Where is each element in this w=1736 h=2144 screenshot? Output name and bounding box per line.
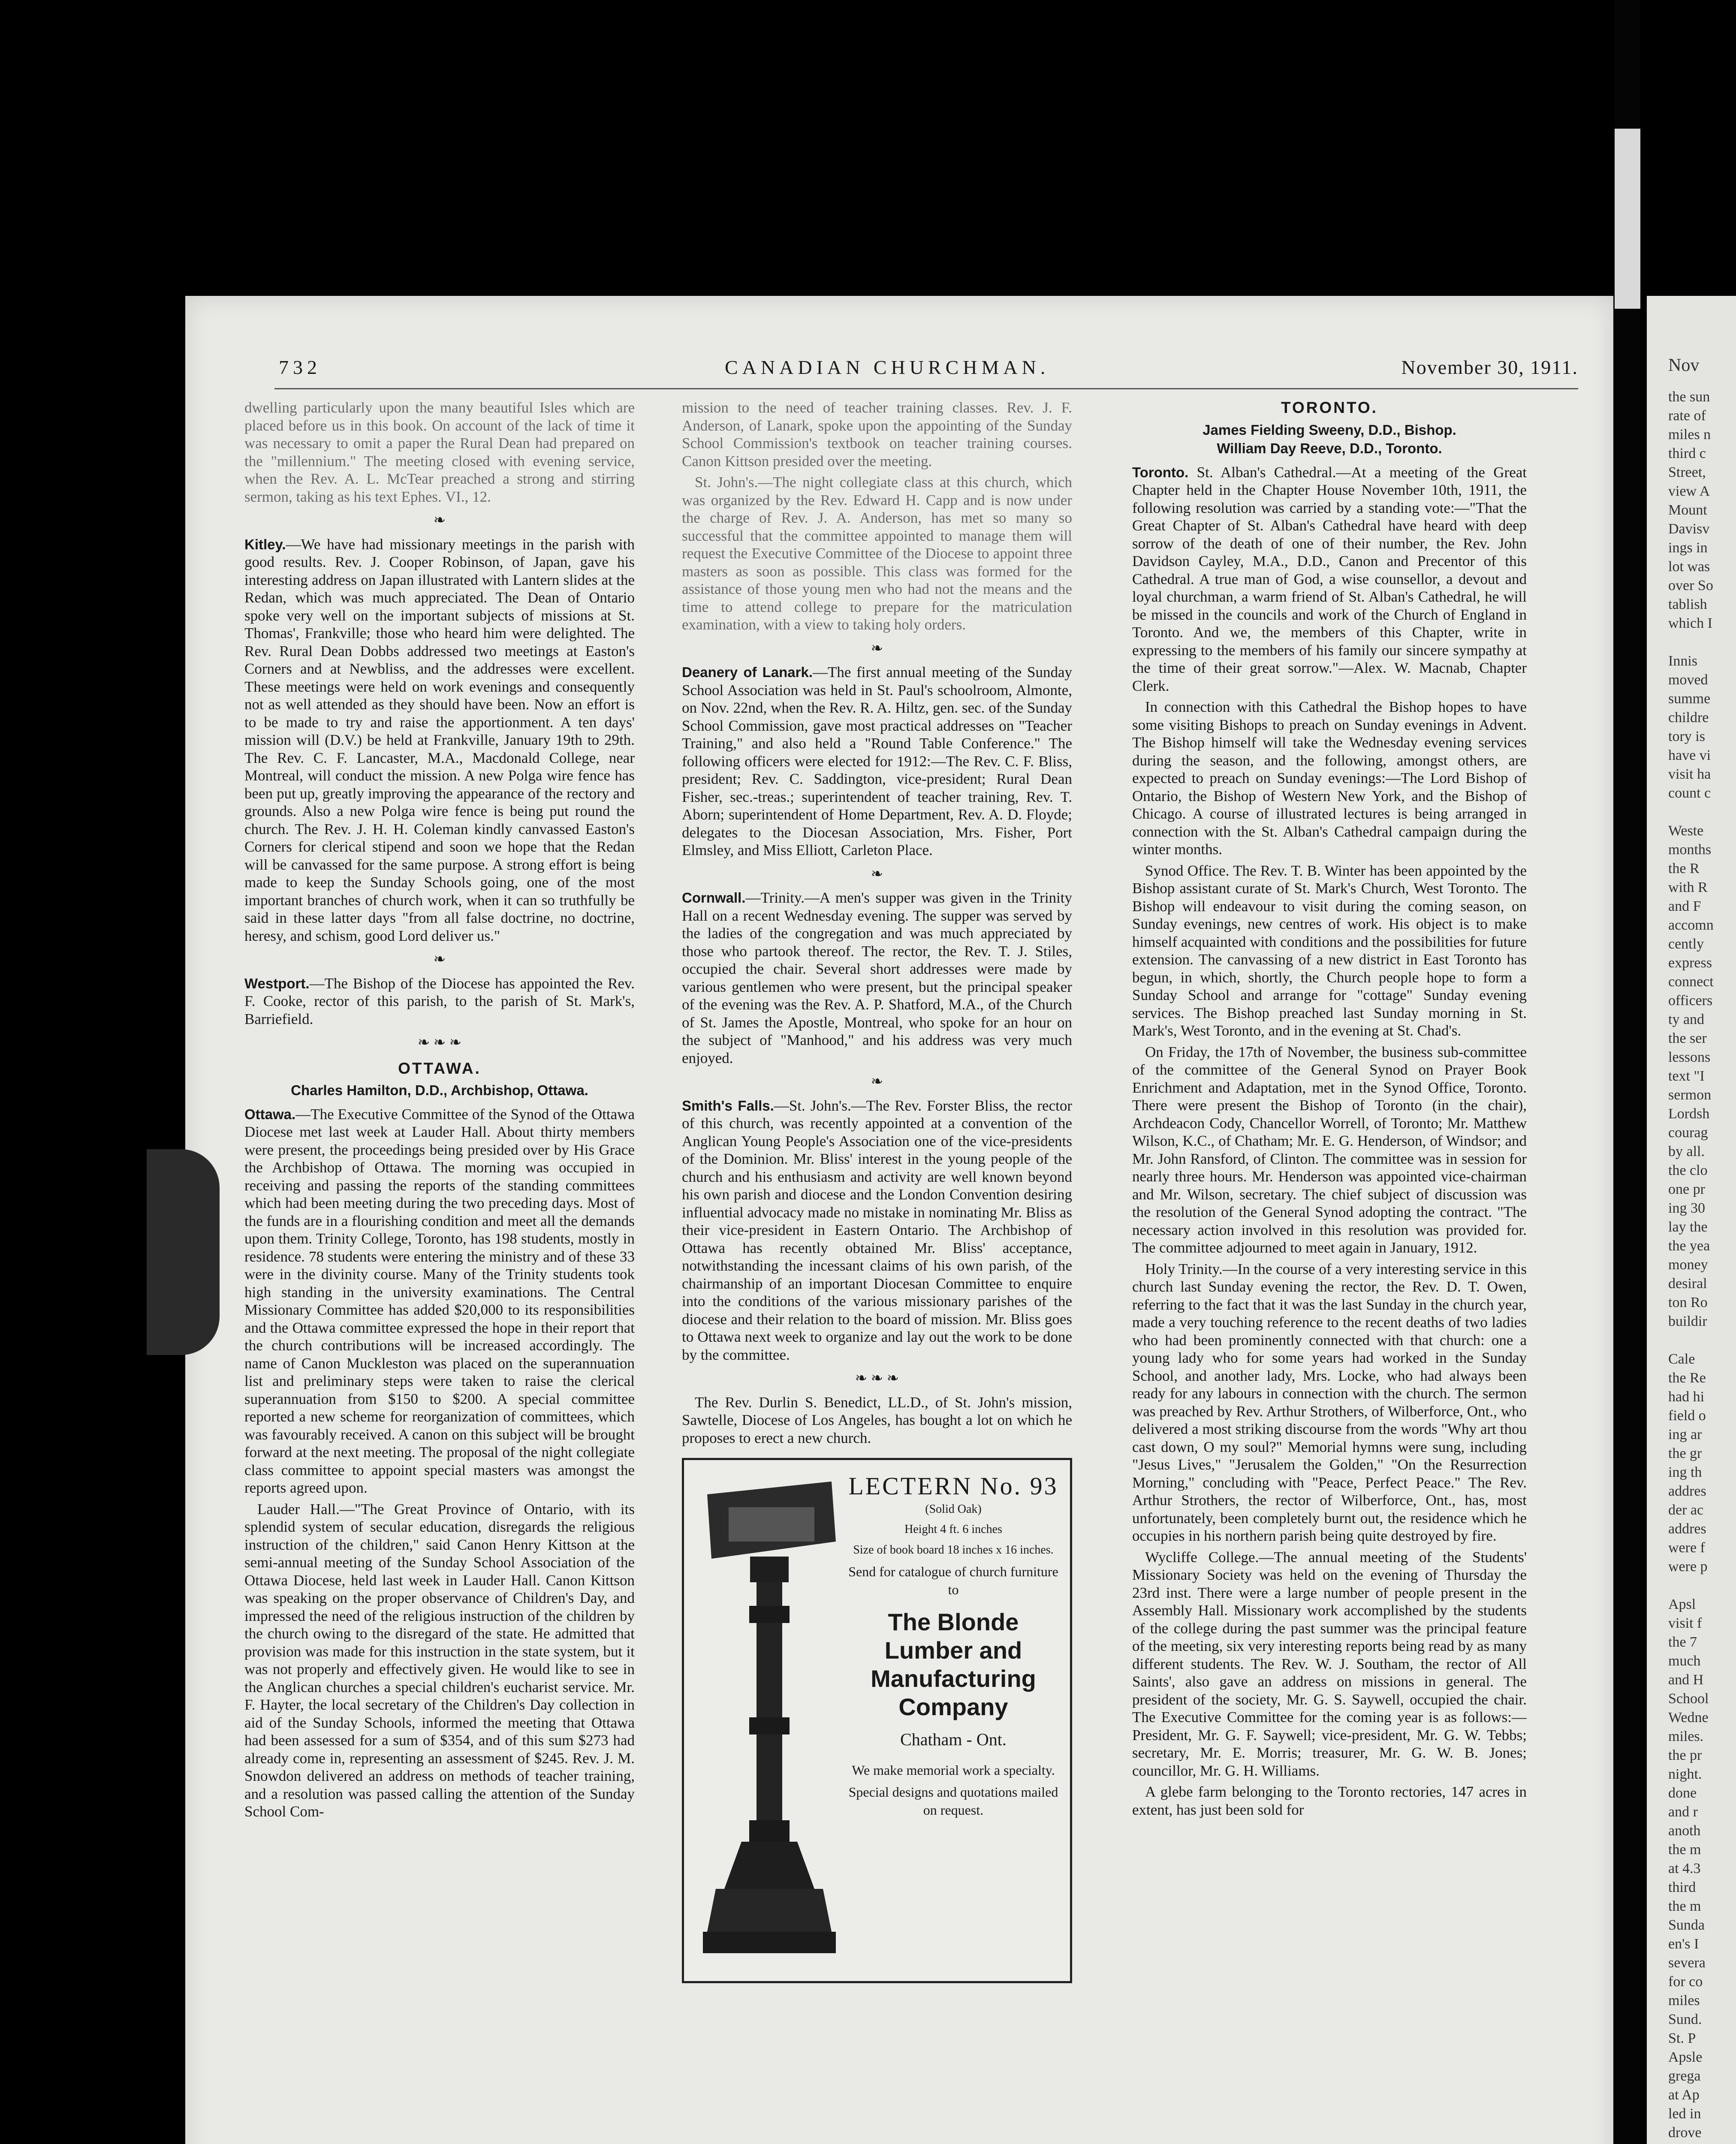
adjacent-line: lot was	[1668, 559, 1710, 575]
adjacent-line: drove	[1668, 2125, 1702, 2141]
kitley-article	[244, 536, 635, 945]
adjacent-line: for co	[1668, 1974, 1703, 1990]
st-johns-article: St. John's.—The night collegiate class at this church, which was organized by the Rev. Edward H. Capp and is now under the charge of Rev. J. A. Anderson, has met so many so successful that the committee appointed to manage them will request the Executive Committee of the Diocese to appoint three masters as soon as possible. This class was formed for the assistance of those young men who had not the means and the time to attend college to prepare for the matriculation examination, with a view to taking holy orders.	[682, 474, 1072, 633]
holy-trinity-article: Holy Trinity.—In the course of a very interesting service in this church last Sunday evening the rector, the Rev. D. T. Owen, referring to the fact that it was the last Sunday in the church year, made a very touching reference to the recent deaths of two ladies who had been prominently connected with that church: one a young lady who for some years had worked in the Sunday School, and another lady, Mrs. Locke, who had always been ready for any labours in connection with the church. The sermon was preached by Rev. Arthur Strothers, of Wilberforce, Ont., who delivered a most striking discourse from the words "Why art thou cast down, O my soul?" Memorial hymns were sung, including "Jesus Lives," "Jerusalem the Golden," "On the Resurrection Morning," concluding with "Peace, Perfect Peace." The Rev. Arthur Strothers, the rector of Wilberforce, Ont., has, most unfortunately, been completely burnt out, the residence which he occupies in his northern parish being quite destroyed by fire.	[1132, 1260, 1527, 1544]
adjacent-line: with R	[1668, 879, 1708, 895]
adjacent-line: the 7	[1668, 1634, 1697, 1650]
page-number: 732	[279, 356, 321, 378]
article-continuation: mission to the need of teacher training classes. Rev. J. F. Anderson, of Lanark, spoke upon the appointing of the Sunday School Commission's textbook on teacher training courses. Canon Kittson presided over the meeting.	[682, 399, 1072, 470]
glebe-farm-article: A glebe farm belonging to the Toronto rectories, 147 acres in extent, has just been sold for	[1132, 1783, 1527, 1818]
adjacent-line: and F	[1668, 898, 1701, 914]
adjacent-line	[1668, 803, 1736, 822]
cornwall-article	[682, 889, 1072, 1067]
toronto-text: St. Alban's Cathedral.—At a meeting of the Great Chapter held in the Chapter House November 10th, 1911, the following resolution was carried by a standing vote:—"That the Great Chapter of St. Alban's Cathedral have heard with deep sorrow of the death of one of their number, the Rev. John Davidson Cayley, M.A., D.D., Canon and Precentor of this Cathedral. A true man of God, a wise counsellor, a devout and loyal churchman, a warm friend of St. Alban's Cathedral, he will be missed in the councils and work of the Church of England in Toronto. And we, the members of this Chapter, write in expressing to the members of his family our sincere sympathy at the time of their great sorrow."—Alex. W. Macnab, Chapter Clerk.	[1132, 464, 1527, 694]
page-clip	[147, 1149, 220, 1355]
adjacent-line: ing 30	[1668, 1200, 1705, 1216]
header-rule	[274, 388, 1578, 389]
ad-catalogue: Send for catalogue of church furniture to	[848, 1564, 1058, 1597]
adjacent-line: third c	[1668, 446, 1706, 461]
ad-company: The Blonde Lumber and Manufacturing Company	[871, 1608, 1036, 1720]
smiths-falls-article	[682, 1097, 1072, 1364]
adjacent-line: visit f	[1668, 1615, 1702, 1631]
westport-text: —The Bishop of the Diocese has appointed the Rev. F. Cooke, rector of this parish, to the parish of St. Mark's, Barriefield.	[244, 975, 635, 1027]
adjacent-line: the m	[1668, 1842, 1701, 1858]
column-2	[682, 399, 1072, 2144]
adjacent-line: Lordsh	[1668, 1106, 1710, 1122]
adjacent-line: childre	[1668, 710, 1709, 726]
ottawa-lead: Ottawa.	[244, 1106, 296, 1122]
adjacent-line: sermon	[1668, 1087, 1712, 1103]
adjacent-line: Mount	[1668, 502, 1707, 518]
adjacent-line: connect	[1668, 974, 1714, 990]
adjacent-line: by all.	[1668, 1144, 1705, 1159]
adjacent-line: ing th	[1668, 1464, 1702, 1480]
adjacent-line: one pr	[1668, 1181, 1705, 1197]
adjacent-line: Wedne	[1668, 1710, 1709, 1725]
adjacent-line: miles n	[1668, 427, 1711, 443]
adjacent-page-fragment	[1647, 296, 1736, 2144]
lectern-illustration	[699, 1477, 840, 1966]
adjacent-line: the yea	[1668, 1238, 1710, 1254]
ornament: ❧	[871, 866, 883, 882]
ornament: ❧	[433, 512, 446, 528]
issue-date: November 30, 1911.	[1401, 356, 1578, 378]
adjacent-line: were p	[1668, 1559, 1708, 1575]
adjacent-line: miles.	[1668, 1728, 1704, 1744]
adjacent-line: and H	[1668, 1672, 1704, 1688]
adjacent-line: the pr	[1668, 1747, 1702, 1763]
ornament: ❧	[871, 640, 883, 656]
adjacent-text	[1647, 388, 1736, 2144]
cornwall-lead: Cornwall.	[682, 890, 746, 906]
toronto-lead: Toronto.	[1132, 464, 1189, 480]
adjacent-header: Nov	[1668, 355, 1700, 375]
adjacent-line: the Re	[1668, 1370, 1706, 1386]
adjacent-line: desiral	[1668, 1276, 1707, 1292]
running-header	[274, 356, 1578, 382]
adjacent-line: have vi	[1668, 747, 1711, 763]
adjacent-line: the gr	[1668, 1445, 1702, 1461]
ad-copy	[847, 1472, 1060, 1823]
adjacent-line: tablish	[1668, 596, 1707, 612]
adjacent-line: much	[1668, 1653, 1701, 1669]
adjacent-line: ton Ro	[1668, 1295, 1708, 1310]
westport-article	[244, 975, 635, 1028]
adjacent-line: third	[1668, 1879, 1696, 1895]
ornament: ❧	[871, 1074, 883, 1090]
ad-size: Size of book board 18 inches x 16 inches.	[853, 1543, 1054, 1557]
lectern-advertisement	[682, 1458, 1072, 1983]
adjacent-line: St. P	[1668, 2030, 1696, 2046]
article-continuation: dwelling particularly upon the many beautiful Isles which are placed before us in this book. On account of the lack of time it was necessary to omit a paper the Rural Dean had prepared on the "millennium." The meeting closed with evening service, when the Rev. A. L. McTear preached a strong and stirring sermon, taking as his text Ephes. VI., 12.	[244, 399, 635, 505]
adjacent-line: the clo	[1668, 1162, 1708, 1178]
adjacent-line: rate of	[1668, 408, 1706, 424]
adjacent-line: Davisv	[1668, 521, 1710, 537]
adjacent-line: were f	[1668, 1540, 1705, 1556]
adjacent-line: severa	[1668, 1955, 1706, 1971]
ottawa-subheading: Charles Hamilton, D.D., Archbishop, Ottawa.	[291, 1082, 588, 1098]
adjacent-line: Apsl	[1668, 1596, 1696, 1612]
adjacent-line: Sund.	[1668, 2012, 1702, 2027]
wycliffe-article: Wycliffe College.—The annual meeting of the Students' Missionary Society was held on the evening of Thursday the 23rd inst. There were a large number of people present in the Assembly Hall. Missionary work accomplished by the students of the college during the past summer was the principal feature of the meeting, six very interesting reports being read by as many different students. The Rev. W. J. Southam, the rector of All Saints', also gave an address on missions in general. The president of the society, Mr. G. S. Saywell, occupied the chair. The Executive Committee for the coming year is as follows:—President, Mr. G. F. Saywell; vice-president, Mr. G. W. Tebbs; secretary, Mr. E. Morris; treasurer, Mr. G. W. B. Jones; councillor, Mr. G. H. Williams.	[1132, 1548, 1527, 1779]
adjacent-line: ings in	[1668, 540, 1708, 556]
ottawa-article	[244, 1105, 635, 1497]
column-3	[1132, 399, 1527, 2144]
adjacent-line: addres	[1668, 1483, 1706, 1499]
ornament: ❧	[433, 952, 446, 967]
toronto-subheading-1: James Fielding Sweeny, D.D., Bishop.	[1203, 422, 1456, 438]
adjacent-line: Innis	[1668, 653, 1697, 669]
adjacent-line: at 4.3	[1668, 1861, 1701, 1876]
lanark-lead: Deanery of Lanark.	[682, 664, 813, 680]
adjacent-line: had hi	[1668, 1389, 1705, 1405]
ottawa-text: —The Executive Committee of the Synod of the Ottawa Diocese met last week at Lauder Hall. About thirty members were present, the proceedings being presided over by His Grace the Archbishop of Ottawa. The morning was occupied in receiving and passing the reports of the standing committees which had been meeting during the two preceding days. Most of the funds are in a flourishing condition and meet all the demands upon them. Trinity College, Toronto, has 198 students, mostly in residence. 78 students were entering the ministry and of these 33 were in the divinity course. Many of the Trinity students took high standing in the university examinations. The Central Missionary Committee has added $20,000 to its responsibilities and the Ottawa committee expressed the hope in their report that the church contributions will be increased accordingly. The name of Canon Muckleston was placed on the superannuation list and preliminary steps were taken to raise the clerical superannuation from $150 to $200. A special committee reported a new scheme for reorganization of committees, which was favourably received. A canon on this subject will be brought forward at the next meeting. The proposal of the night collegiate class committee to appoint special masters was amongst the reports agreed upon.	[244, 1105, 635, 1496]
adjacent-line: months	[1668, 842, 1712, 858]
adjacent-line: summe	[1668, 691, 1711, 707]
adjacent-line: the sun	[1668, 389, 1710, 405]
prayer-book-article: On Friday, the 17th of November, the business sub-committee of the committee of the General Synod on Prayer Book Enrichment and Adaptation, met in the Synod Office, Toronto. There were present the Bishop of Toronto (in the chair), Archdeacon Cody, Chancellor Worrell, of Toronto; Mr. Matthew Wilson, K.C., of Chatham; Mr. E. G. Henderson, of Windsor; and Mr. John Ransford, of Clinton. The committee was in session for nearly three hours. Mr. Henderson was appointed vice-chairman and Mr. Wilson, secretary. The chief subject of discussion was the resolution of the General Synod adopting the contract. "The necessary action involved in this resolution was provided for. The committee adjourned to meet again in January, 1912.	[1132, 1043, 1527, 1256]
adjacent-line: accomn	[1668, 917, 1714, 933]
adjacent-line: en's I	[1668, 1936, 1699, 1952]
adjacent-line: addres	[1668, 1521, 1706, 1537]
adjacent-line: Weste	[1668, 823, 1704, 839]
adjacent-line: anoth	[1668, 1823, 1701, 1839]
ad-material: (Solid Oak)	[925, 1502, 982, 1516]
adjacent-line: text "I	[1668, 1068, 1705, 1084]
adjacent-line: tory is	[1668, 729, 1705, 744]
adjacent-line: miles	[1668, 1993, 1700, 2008]
toronto-heading: TORONTO.	[1281, 399, 1378, 416]
adjacent-line: which I	[1668, 615, 1712, 631]
ad-place: Chatham - Ont.	[900, 1730, 1007, 1749]
ornament-triple: ❧ ❧ ❧	[855, 1370, 899, 1386]
adjacent-line: School	[1668, 1691, 1709, 1707]
adjacent-line: money	[1668, 1257, 1708, 1273]
adjacent-line: officers	[1668, 993, 1713, 1009]
synod-office-article: Synod Office. The Rev. T. B. Winter has been appointed by the Bishop assistant curate of St. Mark's Church, West Toronto. The Bishop will endeavour to visit during the coming season, on Sunday evenings, new centres of work. His object is to make himself acquainted with conditions and the possibilities for future extension. The canvassing of a new district in East Toronto has begun, in which, shortly, the Church people hope to form a Sunday School and arrange for "cottage" Sunday evening services. The Bishop preached last Sunday morning in St. Mark's, West Toronto, and in the evening at St. Chad's.	[1132, 862, 1527, 1039]
cathedral-article: In connection with this Cathedral the Bishop hopes to have some visiting Bishops to preach on Sunday evenings in Advent. The Bishop himself will take the Wednesday evening services during the season, and the following, amongst others, are expected to preach on Sunday evenings:—The Lord Bishop of Ontario, the Bishop of Western New York, and the Bishop of Chicago. A course of illustrated lectures is being arranged in connection with the St. Alban's Cathedral campaign during the winter months.	[1132, 699, 1527, 858]
adjacent-line: grega	[1668, 2068, 1701, 2084]
adjacent-line: the ser	[1668, 1030, 1707, 1046]
adjacent-line: courag	[1668, 1125, 1708, 1141]
publication-title: CANADIAN CHURCHMAN.	[725, 356, 1050, 378]
toronto-article	[1132, 464, 1527, 695]
lanark-article	[682, 663, 1072, 859]
kitley-text: —We have had missionary meetings in the parish with good results. Rev. J. Cooper Robinson, of Japan, gave his interesting address on Japan illustrated with Lantern slides at the Redan, which was much appreciated. The Dean of Ontario spoke very well on the important subjects of missions at St. Thomas', Frankville; those who heard him were delighted. The Rev. Rural Dean Dobbs addressed two meetings at Easton's Corners and at Newbliss, and the addresses were excellent. These meetings were held on work evenings and consequently not as well attended as they should have been. Now an effort is to be made to try and raise the apportionment. A ten days' mission will (D.V.) be held at Frankville, January 19th to 29th. The Rev. C. F. Lancaster, M.A., Macdonald College, near Montreal, will conduct the mission. A new Polga wire fence has been put up, greatly improving the appearance of the rectory and grounds. Also a new Polga wire fence is being put round the church. The Rev. J. H. H. Coleman kindly canvassed Easton's Corners for clerical stipend and soon we hope that the Redan will be canvassed for the same purpose. A strong effort is being made to keep the Sunday Schools going, one of the most important branches of church work, when it can so truthfully be said in these latter days "from all false doctrine, no doctrine, heresy, and schism, good Lord deliver us."	[244, 536, 635, 944]
adjacent-line: Cale	[1668, 1351, 1695, 1367]
column-1	[244, 399, 635, 2144]
adjacent-line: and r	[1668, 1804, 1698, 1820]
lanark-text: —The first annual meeting of the Sunday School Association was held in St. Paul's schoolroom, Almonte, on Nov. 22nd, when the Rev. R. A. Hiltz, gen. sec. of the Sunday School Commission, gave most practical addresses on "Teacher Training," and also held a "Round Table Conference." The following officers were elected for 1912:—The Rev. C. F. Bliss, president; Rev. C. Saddington, vice-president; Rural Dean Fisher, sec.-treas.; superintendent of teacher training, Rev. T. Aborn; superintendent of Home Department, Rev. A. D. Floyde; delegates to the Diocesan Association, Mrs. Fisher, Port Elmsley, and Miss Elliott, Carleton Place.	[682, 664, 1072, 858]
ad-title: LECTERN No. 93	[848, 1472, 1058, 1500]
adjacent-line: Street,	[1668, 464, 1706, 480]
adjacent-line: night.	[1668, 1766, 1702, 1782]
adjacent-line: ty and	[1668, 1012, 1705, 1027]
smiths-falls-lead: Smith's Falls.	[682, 1097, 774, 1114]
adjacent-line: at Ap	[1668, 2087, 1700, 2103]
toronto-subheading-2: William Day Reeve, D.D., Toronto.	[1217, 440, 1442, 456]
ad-height: Height 4 ft. 6 inches	[904, 1523, 1002, 1536]
adjacent-line: done	[1668, 1785, 1697, 1801]
adjacent-line: ing ar	[1668, 1427, 1702, 1442]
adjacent-line	[1668, 1576, 1736, 1595]
ad-designs: Special designs and quotations mailed on request.	[848, 1784, 1058, 1818]
adjacent-line	[1668, 2142, 1736, 2144]
adjacent-line: cently	[1668, 936, 1704, 952]
smiths-falls-text: —St. John's.—The Rev. Forster Bliss, the rector of this church, was recently appointed at a convention of the Anglican Young People's Association one of the vice-presidents of the Dominion. Mr. Bliss' interest in the young people of the church and his enthusiasm and activity are well known beyond his own parish and diocese and the London Convention desiring influential advocacy made no mistake in nominating Mr. Bliss as their vice-president in Eastern Ontario. The Archbishop of Ottawa has recently obtained Mr. Bliss' acceptance, notwithstanding the incessant claims of his own parish, of the chairmanship of an important Diocesan Committee to enquire into the conditions of the various missionary parishes of the diocese and their relation to the board of mission. Mr. Bliss goes to Ottawa next week to organize and lay out the work to be done by the committee.	[682, 1097, 1072, 1363]
adjacent-line	[1668, 633, 1736, 652]
adjacent-line: der ac	[1668, 1502, 1704, 1518]
adjacent-line: the m	[1668, 1898, 1701, 1914]
ottawa-heading: OTTAWA.	[398, 1059, 481, 1077]
adjacent-line: express	[1668, 955, 1712, 971]
ad-memorial: We make memorial work a specialty.	[852, 1762, 1055, 1778]
adjacent-line: lay the	[1668, 1219, 1708, 1235]
kitley-lead: Kitley.	[244, 536, 286, 552]
adjacent-line: moved	[1668, 672, 1708, 688]
westport-lead: Westport.	[244, 975, 310, 991]
adjacent-line: field o	[1668, 1408, 1706, 1424]
adjacent-line: over So	[1668, 578, 1713, 593]
adjacent-line: Apsle	[1668, 2049, 1703, 2065]
adjacent-line: visit ha	[1668, 766, 1711, 782]
cornwall-text: —Trinity.—A men's supper was given in the Trinity Hall on a recent Wednesday evening. The supper was served by the ladies of the congregation and was much appreciated by those who partook thereof. The rector, the Rev. T. J. Stiles, occupied the chair. Several short addresses were made by various gentlemen who were present, but the principal speaker of the evening was the Rev. A. P. Shatford, M.A., of the Church of St. James the Apostle, Montreal, who spoke for an hour on the subject of "Manhood," and his address was very much enjoyed.	[682, 889, 1072, 1066]
book-binding	[1615, 0, 1640, 2144]
adjacent-line: lessons	[1668, 1049, 1711, 1065]
benedict-article: The Rev. Durlin S. Benedict, LL.D., of St. John's mission, Sawtelle, Diocese of Los Angeles, has bought a lot on which he proposes to erect a new church.	[682, 1394, 1072, 1446]
adjacent-line: Sunda	[1668, 1917, 1705, 1933]
ornament-triple: ❧ ❧ ❧	[417, 1035, 462, 1051]
adjacent-line: count c	[1668, 785, 1711, 801]
lauder-hall-article: Lauder Hall.—"The Great Province of Ontario, with its splendid system of secular education, disregards the religious instruction of the children," said Canon Henry Kittson at the semi-annual meeting of the Sunday School Association of the Ottawa Diocese, held last week in Lauder Hall. Canon Kittson was speaking on the proper observance of Children's Day, and impressed the need of the religious instruction of the children by the church owing to the disregard of the state. He admitted that provision was made for this instruction in the state system, but it was not properly and effectively given. He would like to see in the Anglican churches a special children's eucharist service. Mr. F. Hayter, the local secretary of the Children's Day collection in aid of the Sunday Schools, informed the meeting that Ottawa had been assessed for a sum of $354, and of this sum $273 had already come in, representing an assessment of $245. Rev. J. M. Snowdon delivered an address on methods of teacher training, and a resolution was passed calling the attention of the Sunday School Com-	[244, 1500, 635, 1820]
adjacent-line: view A	[1668, 483, 1710, 499]
adjacent-line: led in	[1668, 2106, 1701, 2122]
adjacent-line: the R	[1668, 861, 1700, 876]
adjacent-line	[1668, 1331, 1736, 1350]
adjacent-line: buildir	[1668, 1313, 1707, 1329]
